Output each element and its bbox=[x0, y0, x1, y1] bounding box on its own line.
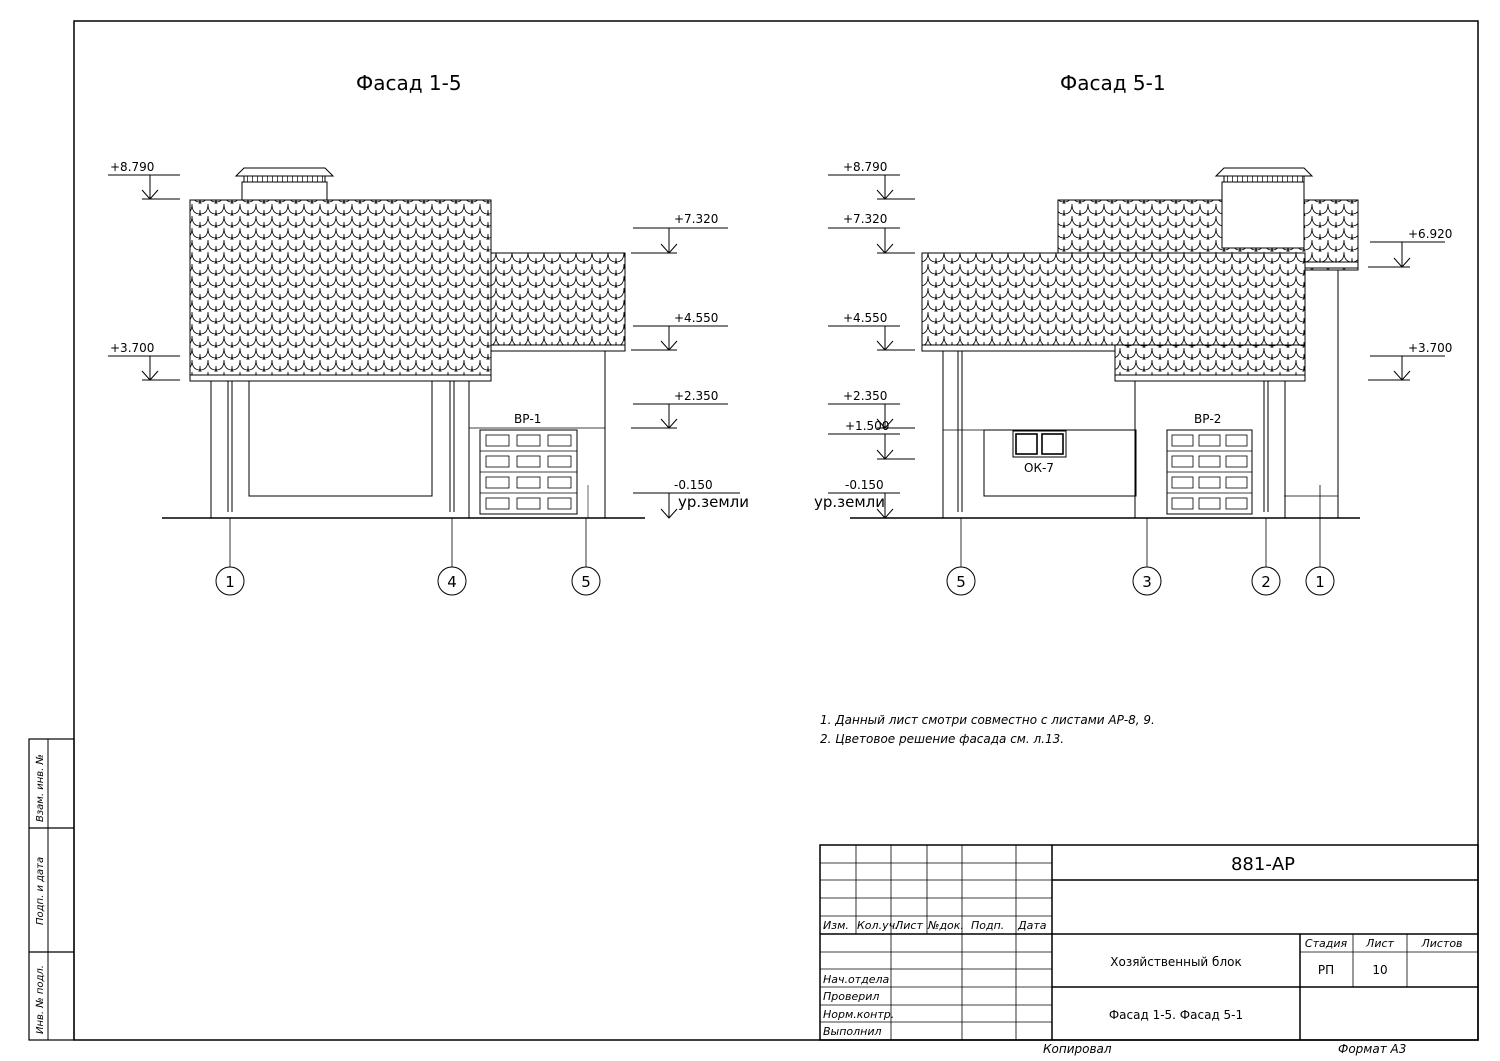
level-right-7320: +7.320 bbox=[843, 212, 888, 226]
footer-copied: Копировал bbox=[1043, 1042, 1112, 1056]
stamp-sheets-header: Листов bbox=[1421, 937, 1463, 950]
title-left: Фасад 1-5 bbox=[356, 71, 462, 95]
level-right-3700: +3.700 bbox=[1408, 341, 1453, 355]
side-stamp-replaced: Взам. инв. № bbox=[35, 754, 46, 822]
level-left-3700: +3.700 bbox=[110, 341, 155, 355]
stamp-header-sign: Подп. bbox=[971, 919, 1005, 932]
axis-left-4: 4 bbox=[447, 573, 457, 591]
level-right-2350: +2.350 bbox=[843, 389, 888, 403]
stamp-sheet-header: Лист bbox=[1366, 937, 1394, 950]
axis-right-2: 2 bbox=[1261, 573, 1271, 591]
door-label-right: ВР-2 bbox=[1194, 412, 1222, 426]
footer-format: Формат А3 bbox=[1338, 1042, 1407, 1056]
ground-label-right: ур.земли bbox=[814, 493, 886, 511]
axis-right-5: 5 bbox=[956, 573, 966, 591]
facade-right bbox=[850, 168, 1360, 595]
stamp-code: 881-АР bbox=[1230, 854, 1296, 875]
stamp-role-made: Выполнил bbox=[823, 1025, 882, 1038]
stamp-header-count: Кол.уч. bbox=[857, 919, 899, 932]
stamp-sheet: 10 bbox=[1372, 963, 1388, 977]
axis-left-1: 1 bbox=[225, 573, 235, 591]
level-right-6920: +6.920 bbox=[1408, 227, 1453, 241]
level-right-1500: +1.500 bbox=[845, 419, 890, 433]
stamp-header-sheet: Лист bbox=[895, 919, 923, 932]
stamp-stage-header: Стадия bbox=[1304, 937, 1348, 950]
axis-right-1: 1 bbox=[1315, 573, 1325, 591]
axis-left-5: 5 bbox=[581, 573, 591, 591]
title-right: Фасад 5-1 bbox=[1060, 71, 1166, 95]
facade-left bbox=[162, 168, 645, 595]
level-right-minus150: -0.150 bbox=[845, 478, 884, 492]
window-label-right: ОК-7 bbox=[1024, 461, 1054, 475]
axis-right-3: 3 bbox=[1142, 573, 1152, 591]
stamp-role-head: Нач.отдела bbox=[823, 973, 890, 986]
level-right-4550: +4.550 bbox=[843, 311, 888, 325]
stamp-object: Хозяйственный блок bbox=[1110, 955, 1242, 969]
note-1: 1. Данный лист смотри совместно с листами АР-8, 9. bbox=[820, 713, 1155, 727]
stamp-header-change: Изм. bbox=[823, 919, 849, 932]
note-2: 2. Цветовое решение фасада см. л.13. bbox=[820, 732, 1065, 746]
stamp-stage: РП bbox=[1317, 963, 1335, 977]
stamp-header-date: Дата bbox=[1018, 919, 1047, 932]
ground-label-left: ур.земли bbox=[678, 493, 750, 511]
level-left-8790: +8.790 bbox=[110, 160, 155, 174]
level-left-minus150: -0.150 bbox=[674, 478, 713, 492]
level-left-4550: +4.550 bbox=[674, 311, 719, 325]
stamp-sheet-title: Фасад 1-5. Фасад 5-1 bbox=[1108, 1008, 1244, 1022]
stamp-role-checked: Проверил bbox=[823, 990, 880, 1003]
side-stamp-original: Инв. № подл. bbox=[35, 965, 46, 1034]
level-left-7320: +7.320 bbox=[674, 212, 719, 226]
door-label-left: ВР-1 bbox=[514, 412, 542, 426]
stamp-header-doc: №док. bbox=[928, 919, 964, 932]
stamp-role-normcontrol: Норм.контр. bbox=[823, 1008, 895, 1021]
side-stamp-signature: Подп. и дата bbox=[35, 856, 46, 925]
side-stamp bbox=[35, 754, 46, 1034]
level-right-8790: +8.790 bbox=[843, 160, 888, 174]
level-left-2350: +2.350 bbox=[674, 389, 719, 403]
